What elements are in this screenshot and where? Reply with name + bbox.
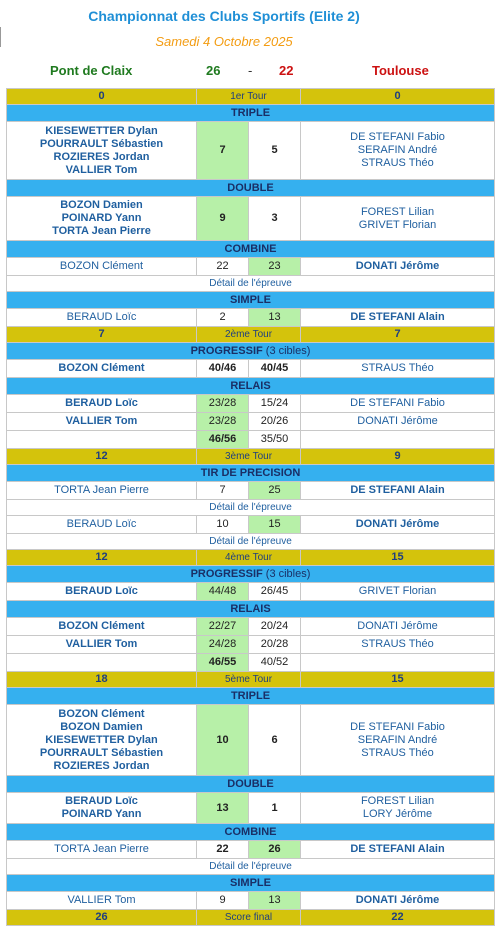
player-name[interactable]: DONATI Jérôme: [357, 620, 438, 632]
player-name[interactable]: BOZON Clément: [58, 707, 145, 720]
detail-link[interactable]: Détail de l'épreuve: [7, 534, 495, 550]
tour-home-points: 7: [7, 327, 197, 343]
player-name[interactable]: KIESEWETTER Dylan: [45, 124, 158, 137]
left-players: [7, 197, 197, 241]
tour-row: [7, 449, 495, 465]
event-header: [7, 292, 495, 309]
tour-row: [7, 89, 495, 105]
left-players: [7, 892, 197, 910]
home-score: 26: [206, 63, 221, 78]
player-name[interactable]: DONATI Jérôme: [355, 260, 440, 272]
detail-row: [7, 500, 495, 516]
right-players: [301, 122, 495, 180]
away-score: 22: [279, 63, 294, 78]
player-name[interactable]: DONATI Jérôme: [355, 894, 440, 906]
player-name[interactable]: BERAUD Loïc: [66, 518, 137, 530]
away-score-cell: 20/24: [249, 618, 301, 636]
right-players: [301, 197, 495, 241]
event-name: COMBINE: [224, 242, 277, 255]
event-header: [7, 776, 495, 793]
right-players: [301, 395, 495, 413]
home-score-cell: 44/48: [197, 583, 249, 601]
event-header: [7, 378, 495, 395]
home-score-cell: 22: [197, 841, 249, 859]
left-players: [7, 413, 197, 431]
event-title: [7, 875, 495, 892]
tour-away-points: 22: [301, 910, 495, 926]
away-score-cell: 40/45: [249, 360, 301, 378]
player-name[interactable]: TORTA Jean Pierre: [54, 843, 149, 855]
match-row: [7, 413, 495, 431]
player-name[interactable]: BOZON Damien: [60, 720, 143, 733]
tour-label: 3ème Tour: [197, 449, 301, 465]
event-title: [7, 688, 495, 705]
player-name[interactable]: DE STEFANI Alain: [350, 484, 445, 496]
tour-home-points: 18: [7, 672, 197, 688]
right-players: [301, 309, 495, 327]
player-name[interactable]: DE STEFANI Alain: [350, 311, 445, 323]
home-score-cell: 46/55: [197, 654, 249, 672]
event-name: COMBINE: [224, 825, 277, 838]
player-name[interactable]: DE STEFANI Fabio: [350, 131, 445, 143]
score-separator: -: [248, 63, 253, 78]
page-title: Championnat des Clubs Sportifs (Elite 2): [88, 8, 360, 24]
event-date: Samedi 4 Octobre 2025: [155, 34, 293, 49]
tour-label: Score final: [197, 910, 301, 926]
event-title: [7, 824, 495, 841]
player-name[interactable]: GRIVET Florian: [358, 585, 437, 597]
home-score-cell: 9: [197, 892, 249, 910]
event-header: [7, 601, 495, 618]
tour-away-points: 15: [301, 672, 495, 688]
event-name: TRIPLE: [230, 106, 271, 119]
player-name[interactable]: DONATI Jérôme: [357, 415, 438, 427]
player-name[interactable]: BERAUD Loïc: [65, 795, 138, 807]
player-name[interactable]: ROZIERES Jordan: [53, 759, 150, 772]
match-row: [7, 482, 495, 500]
empty-cell: [7, 654, 197, 672]
player-name[interactable]: FOREST Lilian: [360, 795, 435, 807]
left-players: [7, 841, 197, 859]
left-players: [7, 309, 197, 327]
event-name: TIR DE PRECISION: [200, 466, 301, 479]
home-score-cell: 7: [197, 122, 249, 180]
left-players: [7, 258, 197, 276]
right-players: [301, 482, 495, 500]
right-players: [301, 360, 495, 378]
tour-home-points: 12: [7, 449, 197, 465]
match-row: [7, 258, 495, 276]
home-score-cell: 10: [197, 705, 249, 776]
away-score-cell: 6: [249, 705, 301, 776]
detail-row: [7, 276, 495, 292]
event-name: RELAIS: [230, 379, 271, 392]
home-score-cell: 23/28: [197, 413, 249, 431]
player-name[interactable]: STRAUS Théo: [361, 157, 434, 169]
player-name[interactable]: DE STEFANI Fabio: [350, 397, 445, 409]
event-header: [7, 566, 495, 583]
right-players: [301, 841, 495, 859]
event-subtitle: (3 cibles): [265, 344, 311, 357]
away-score-cell: 3: [249, 197, 301, 241]
detail-row: [7, 859, 495, 875]
right-players: [301, 258, 495, 276]
event-title: [7, 241, 495, 258]
match-row: [7, 122, 495, 180]
total-row: [7, 654, 495, 672]
event-name: SIMPLE: [230, 293, 271, 306]
home-score-cell: 23/28: [197, 395, 249, 413]
left-players: [7, 705, 197, 776]
home-score-cell: 13: [197, 793, 249, 824]
player-name[interactable]: VALLIER Tom: [65, 415, 138, 427]
match-row: [7, 841, 495, 859]
player-name[interactable]: BERAUD Loïc: [65, 585, 138, 597]
tour-label: 1er Tour: [197, 89, 301, 105]
event-header: [7, 465, 495, 482]
player-name[interactable]: KIESEWETTER Dylan: [45, 733, 158, 746]
right-players: [301, 705, 495, 776]
results-table: [6, 88, 495, 926]
left-players: [7, 360, 197, 378]
tour-row: [7, 327, 495, 343]
tour-label: 5ème Tour: [197, 672, 301, 688]
right-players: [301, 892, 495, 910]
away-score-cell: 15/24: [249, 395, 301, 413]
left-players: [7, 793, 197, 824]
player-name[interactable]: LORY Jérôme: [362, 808, 433, 820]
match-row: [7, 395, 495, 413]
player-name[interactable]: POINARD Yann: [61, 808, 142, 820]
left-players: [7, 583, 197, 601]
event-title: [7, 292, 495, 309]
event-header: [7, 343, 495, 360]
away-score-cell: 13: [249, 892, 301, 910]
away-score-cell: 15: [249, 516, 301, 534]
tour-away-points: 15: [301, 550, 495, 566]
away-score-cell: 20/28: [249, 636, 301, 654]
tour-home-points: 26: [7, 910, 197, 926]
empty-cell: [301, 654, 495, 672]
away-score-cell: 26/45: [249, 583, 301, 601]
left-players: [7, 482, 197, 500]
player-name[interactable]: VALLIER Tom: [67, 894, 136, 906]
home-team[interactable]: Pont de Claix: [50, 63, 133, 78]
event-header: [7, 105, 495, 122]
home-score-cell: 2: [197, 309, 249, 327]
event-header: [7, 688, 495, 705]
right-players: [301, 413, 495, 431]
player-name[interactable]: DONATI Jérôme: [355, 518, 440, 530]
tour-home-points: 0: [7, 89, 197, 105]
event-name: DOUBLE: [227, 181, 274, 194]
player-name[interactable]: DE STEFANI Fabio: [350, 720, 445, 733]
event-title: [7, 465, 495, 482]
home-score-cell: 46/56: [197, 431, 249, 449]
empty-cell: [301, 431, 495, 449]
match-row: [7, 309, 495, 327]
detail-link[interactable]: Détail de l'épreuve: [7, 859, 495, 875]
match-row: [7, 360, 495, 378]
match-row: [7, 636, 495, 654]
event-title: [7, 180, 495, 197]
player-name[interactable]: ROZIERES Jordan: [53, 150, 150, 163]
away-score-cell: 20/26: [249, 413, 301, 431]
player-name[interactable]: POINARD Yann: [61, 212, 142, 224]
home-score-cell: 24/28: [197, 636, 249, 654]
event-header: [7, 875, 495, 892]
home-score-cell: 10: [197, 516, 249, 534]
right-players: [301, 583, 495, 601]
away-team[interactable]: Toulouse: [372, 63, 429, 78]
event-header: [7, 180, 495, 197]
player-name[interactable]: DE STEFANI Alain: [350, 843, 445, 855]
event-name: RELAIS: [230, 602, 271, 615]
event-name: SIMPLE: [230, 876, 271, 889]
tour-away-points: 7: [301, 327, 495, 343]
player-name[interactable]: BOZON Damien: [60, 199, 143, 211]
tour-row: [7, 550, 495, 566]
event-title: [7, 105, 495, 122]
away-score-cell: 13: [249, 309, 301, 327]
detail-row: [7, 534, 495, 550]
player-name[interactable]: POURRAULT Sébastien: [39, 137, 164, 150]
home-score-cell: 40/46: [197, 360, 249, 378]
player-name[interactable]: BOZON Clément: [59, 260, 144, 272]
match-row: [7, 583, 495, 601]
tour-row: [7, 672, 495, 688]
player-name[interactable]: STRAUS Théo: [361, 638, 434, 650]
home-score-cell: 9: [197, 197, 249, 241]
event-name: PROGRESSIF: [190, 344, 263, 357]
away-score-cell: 35/50: [249, 431, 301, 449]
tour-away-points: 9: [301, 449, 495, 465]
event-title: [7, 378, 495, 395]
player-name[interactable]: VALLIER Tom: [65, 163, 138, 176]
event-header: [7, 824, 495, 841]
tour-away-points: 0: [301, 89, 495, 105]
match-row: [7, 618, 495, 636]
player-name[interactable]: STRAUS Théo: [361, 362, 434, 374]
player-name[interactable]: POURRAULT Sébastien: [39, 746, 164, 759]
left-players: [7, 122, 197, 180]
empty-cell: [7, 431, 197, 449]
detail-link[interactable]: Détail de l'épreuve: [7, 276, 495, 292]
home-score-cell: 22: [197, 258, 249, 276]
away-score-cell: 23: [249, 258, 301, 276]
player-name[interactable]: STRAUS Théo: [361, 746, 434, 759]
event-subtitle: (3 cibles): [265, 567, 311, 580]
match-row: [7, 197, 495, 241]
player-name[interactable]: BOZON Clément: [58, 362, 145, 374]
left-players: [7, 395, 197, 413]
player-name[interactable]: FOREST Lilian: [360, 205, 435, 218]
right-players: [301, 516, 495, 534]
player-name[interactable]: BOZON Clément: [58, 620, 145, 632]
event-name: DOUBLE: [227, 777, 274, 790]
event-title: [7, 343, 495, 360]
match-row: [7, 793, 495, 824]
tour-row: [7, 910, 495, 926]
left-players: [7, 636, 197, 654]
player-name[interactable]: BERAUD Loïc: [65, 397, 138, 409]
player-name[interactable]: TORTA Jean Pierre: [54, 484, 149, 496]
match-row: [7, 705, 495, 776]
away-score-cell: 25: [249, 482, 301, 500]
scoreline: [0, 63, 502, 81]
event-header: [7, 241, 495, 258]
away-score-cell: 40/52: [249, 654, 301, 672]
tour-home-points: 12: [7, 550, 197, 566]
player-name[interactable]: SERAFIN André: [357, 733, 438, 746]
event-title: [7, 776, 495, 793]
total-row: [7, 431, 495, 449]
player-name[interactable]: BERAUD Loïc: [66, 311, 137, 323]
player-name[interactable]: GRIVET Florian: [358, 218, 437, 231]
detail-link[interactable]: Détail de l'épreuve: [7, 500, 495, 516]
match-row: [7, 892, 495, 910]
home-score-cell: 7: [197, 482, 249, 500]
player-name[interactable]: TORTA Jean Pierre: [52, 225, 151, 237]
event-title: [7, 601, 495, 618]
left-players: [7, 618, 197, 636]
right-players: [301, 636, 495, 654]
away-score-cell: 5: [249, 122, 301, 180]
right-players: [301, 618, 495, 636]
player-name[interactable]: SERAFIN André: [357, 144, 438, 156]
home-score-cell: 22/27: [197, 618, 249, 636]
event-name: PROGRESSIF: [190, 567, 263, 580]
event-title: [7, 566, 495, 583]
match-row: [7, 516, 495, 534]
away-score-cell: 26: [249, 841, 301, 859]
tour-label: 4ème Tour: [197, 550, 301, 566]
right-players: [301, 793, 495, 824]
away-score-cell: 1: [249, 793, 301, 824]
tour-label: 2ème Tour: [197, 327, 301, 343]
player-name[interactable]: VALLIER Tom: [65, 638, 138, 650]
left-players: [7, 516, 197, 534]
event-name: TRIPLE: [230, 689, 271, 702]
